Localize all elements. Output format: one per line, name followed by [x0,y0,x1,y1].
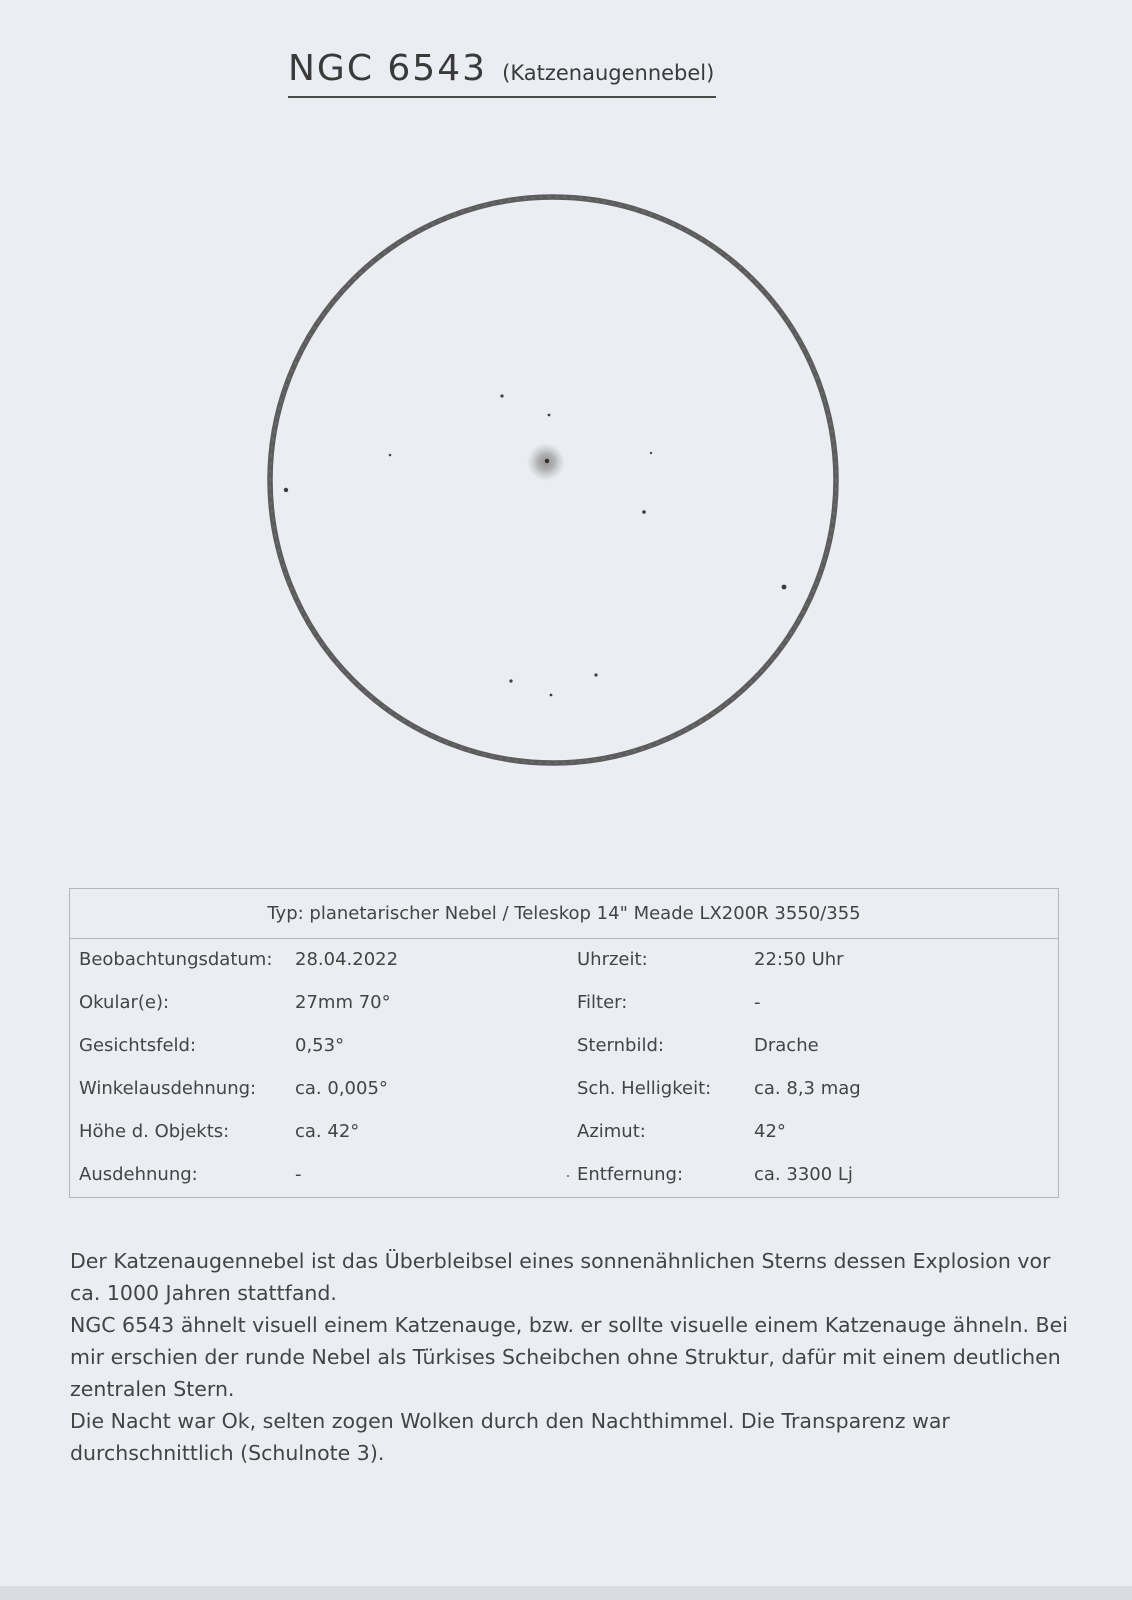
central-star [545,459,549,463]
label-azimuth: Azimut: [577,1121,646,1142]
label-distance: Entfernung: [577,1164,684,1185]
label-altitude: Höhe d. Objekts: [79,1121,230,1142]
label-filter: Filter: [577,992,628,1013]
value-time: 22:50 Uhr [754,949,844,970]
label-field-of-view: Gesichtsfeld: [79,1035,197,1056]
object-name: NGC 6543 [288,48,488,89]
value-field-of-view: 0,53° [295,1035,345,1056]
scan-edge [0,1586,1132,1600]
label-extent: Ausdehnung: [79,1164,198,1185]
table-row [70,939,1058,982]
table-row [70,982,1058,1025]
field-star [782,585,787,590]
value-magnitude: ca. 8,3 mag [754,1078,861,1099]
value-constellation: Drache [754,1035,819,1056]
value-eyepiece: 27mm 70° [295,992,391,1013]
value-distance: ca. 3300 Lj [754,1164,853,1185]
notes-paragraph: NGC 6543 ähnelt visuell einem Katzenauge, bzw. er sollte visuelle einem Katzenauge ähneln. Bei mir erschien der runde Nebel als Türkises Scheibchen ohne Struktur, dafür mit einem deutlichen zentralen Stern. [70,1313,1068,1401]
field-star [548,414,551,417]
notes-paragraph: Die Nacht war Ok, selten zogen Wolken durch den Nachthimmel. Die Transparenz war durchschnittlich (Schulnote 3). [70,1409,950,1465]
object-common-name: (Katzenaugennebel) [502,61,715,85]
value-altitude: ca. 42° [295,1121,360,1142]
label-constellation: Sternbild: [577,1035,664,1056]
field-star [642,510,646,514]
label-time: Uhrzeit: [577,949,648,970]
page-title [288,48,716,98]
field-star [594,673,597,676]
field-star [500,394,503,397]
field-star [284,488,288,492]
observation-notes [70,1245,1070,1469]
table-row [70,1154,1058,1197]
label-eyepiece: Okular(e): [79,992,170,1013]
label-observation-date: Beobachtungsdatum: [79,949,273,970]
type-and-telescope: Typ: planetarischer Nebel / Teleskop 14" Meade LX200R 3550/355 [70,889,1058,939]
value-observation-date: 28.04.2022 [295,949,399,970]
pencil-dot [567,1175,569,1177]
eyepiece-field-sketch [262,190,842,770]
table-row [70,1068,1058,1111]
table-row [70,1025,1058,1068]
value-angular-size: ca. 0,005° [295,1078,388,1099]
field-star [389,454,392,457]
field-star [650,452,652,454]
table-row [70,1111,1058,1154]
field-star [509,679,512,682]
notes-paragraph: Der Katzenaugennebel ist das Überbleibsel eines sonnenähnlichen Sterns dessen Explosion vor ca. 1000 Jahren stattfand. [70,1249,1051,1305]
observation-data-table [69,888,1059,1198]
label-angular-size: Winkelausdehnung: [79,1078,257,1099]
value-filter: - [754,992,761,1013]
label-magnitude: Sch. Helligkeit: [577,1078,712,1099]
value-azimuth: 42° [754,1121,786,1142]
field-star [550,694,553,697]
value-extent: - [295,1164,302,1185]
